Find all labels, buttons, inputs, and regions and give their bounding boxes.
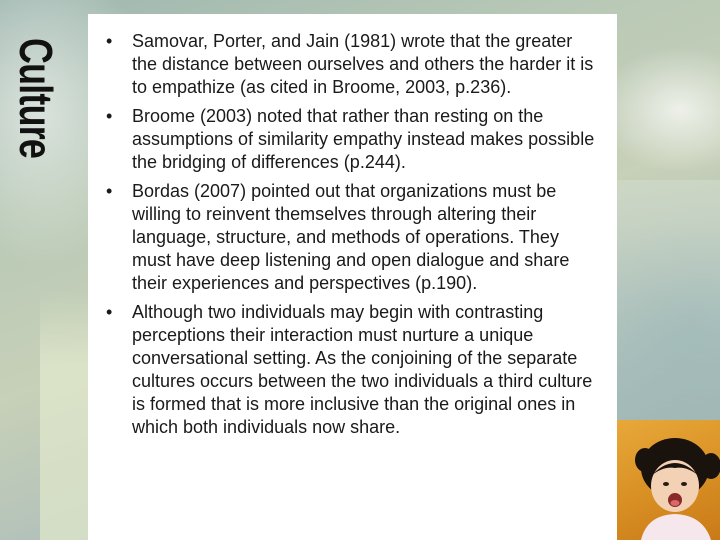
content-panel: [88, 14, 617, 540]
bullet-list: [88, 14, 617, 439]
bullet-glyph: •: [106, 302, 113, 322]
slide-title: [6, 18, 66, 178]
bullet-text: Bordas (2007) pointed out that organizations must be willing to reinvent themselves through altering their language, structure, and methods of operations. They must have deep listening and open dialogue and share their experiences and perspectives (p.190).: [132, 181, 570, 293]
bullet-item: [104, 105, 597, 174]
bullet-glyph: •: [106, 181, 113, 201]
bullet-item: [104, 30, 597, 99]
bullet-glyph: •: [106, 31, 113, 51]
bullet-text: Broome (2003) noted that rather than resting on the assumptions of similarity empathy instead makes possible the bridging of differences (p.244).: [132, 106, 595, 172]
bullet-glyph: •: [106, 106, 113, 126]
child-photo: [617, 420, 720, 540]
background-panel-right: [617, 180, 720, 420]
bullet-item: [104, 301, 597, 439]
background-stripe-left: [40, 290, 88, 540]
child-photo-illustration: [617, 420, 720, 540]
bullet-item: [104, 180, 597, 295]
bullet-text: Although two individuals may begin with contrasting perceptions their interaction must nurture a unique conversational setting. As the conjoining of the separate cultures occurs between the two individuals a third culture is formed that is more inclusive than the original ones in which both individuals now share.: [132, 302, 593, 437]
bullet-text: Samovar, Porter, and Jain (1981) wrote that the greater the distance between ourselves and others the harder it is to empathize (as cited in Broome, 2003, p.236).: [132, 31, 594, 97]
slide-title-text: Culture: [10, 37, 62, 159]
